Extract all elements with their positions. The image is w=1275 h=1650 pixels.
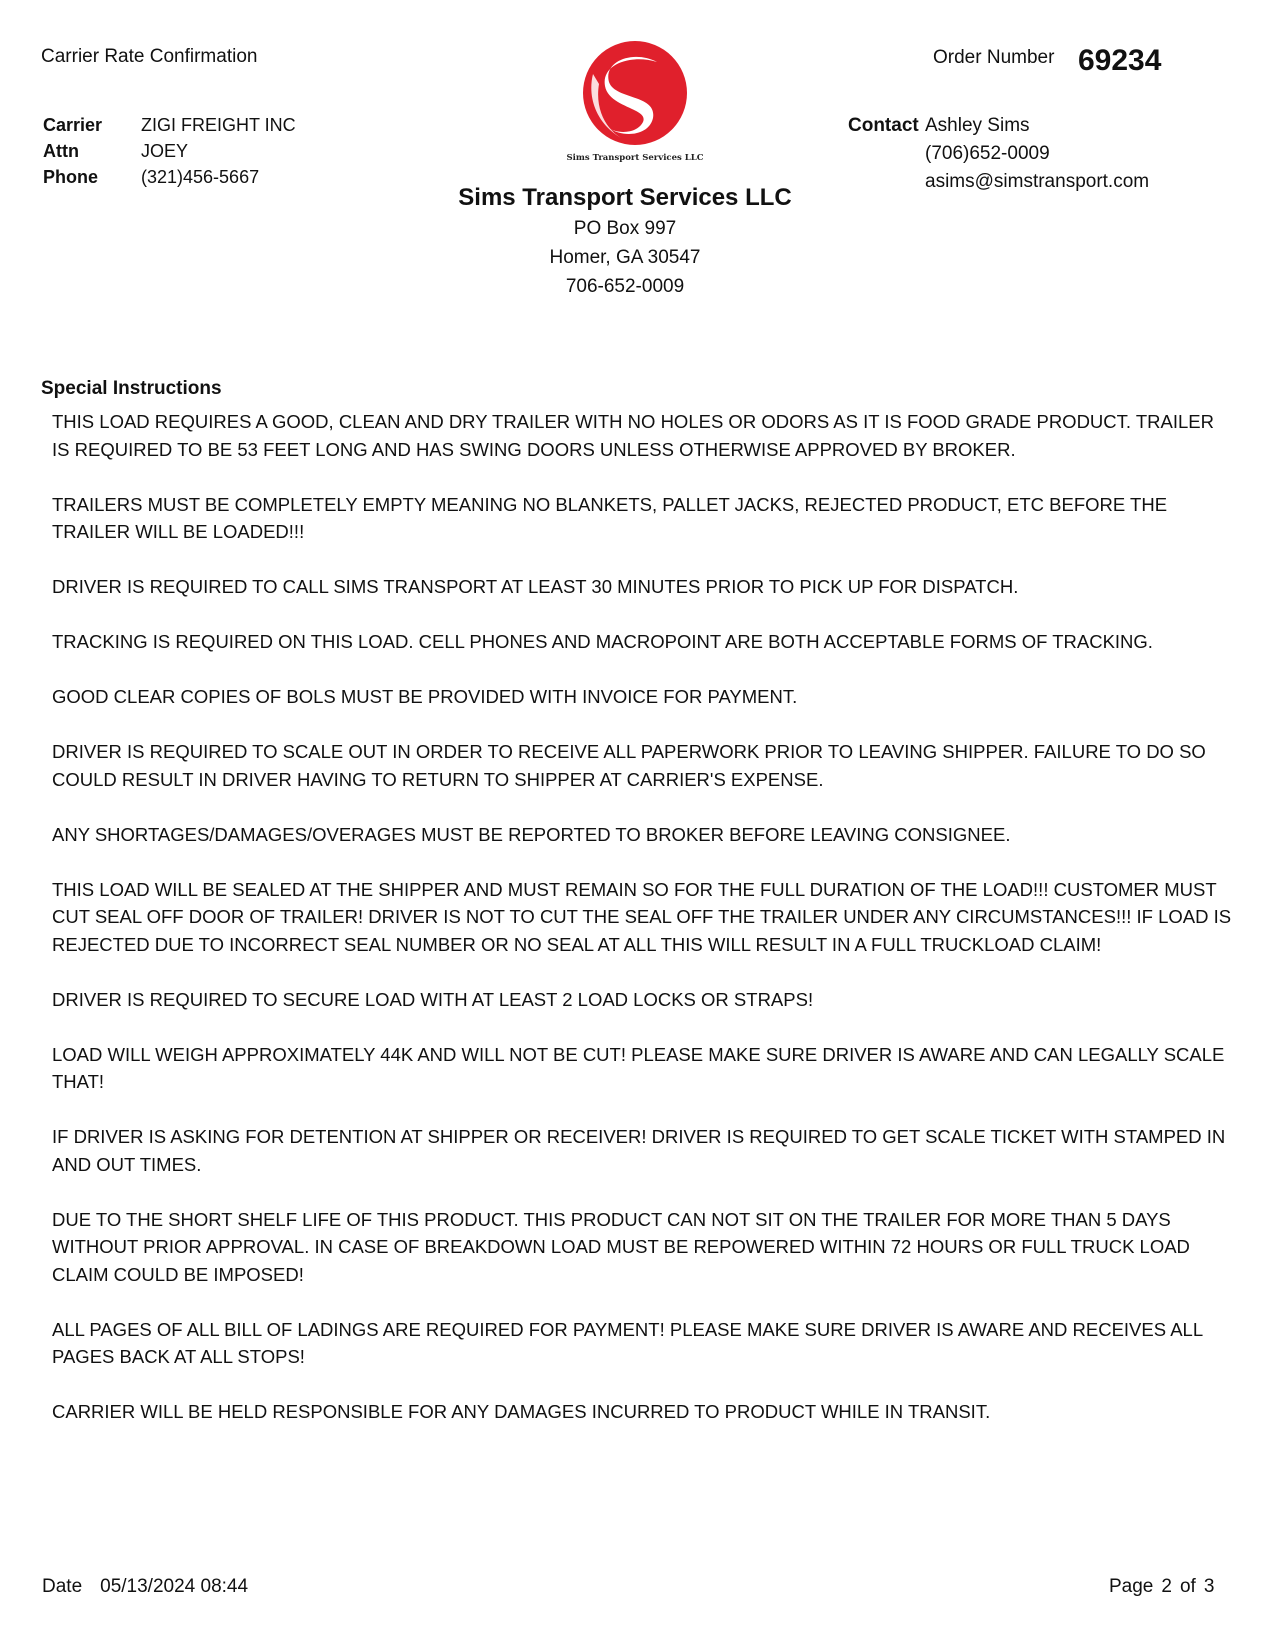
instruction-paragraph: GOOD CLEAR COPIES OF BOLS MUST BE PROVIDED WITH INVOICE FOR PAYMENT. — [52, 686, 798, 707]
phone-value: (321)456-5667 — [141, 167, 260, 187]
contact-name: Ashley Sims — [925, 115, 1030, 136]
contact-name-row — [848, 112, 1149, 140]
carrier-row — [43, 112, 296, 138]
company-address-line1: PO Box 997 — [573, 218, 677, 239]
sims-s-logo-icon — [565, 38, 705, 168]
attn-label: Attn — [43, 141, 79, 161]
special-instructions-heading: Special Instructions — [41, 378, 222, 399]
instruction-paragraph: TRAILERS MUST BE COMPLETELY EMPTY MEANING NO BLANKETS, PALLET JACKS, REJECTED PRODUCT, ETC BEFORE THE TRAILER WILL BE LOADED!!! — [52, 493, 1168, 542]
date-value: 05/13/2024 08:44 — [100, 1576, 249, 1597]
order-number-label: Order Number — [933, 47, 1055, 68]
phone-label: Phone — [43, 167, 99, 187]
carrier-value: ZIGI FREIGHT INC — [141, 115, 296, 135]
instruction-paragraph: IF DRIVER IS ASKING FOR DETENTION AT SHIPPER OR RECEIVER! DRIVER IS REQUIRED TO GET SCALE TICKET WITH STAMPED IN AND OUT TIMES. — [52, 1126, 1226, 1175]
company-address-line2: Homer, GA 30547 — [549, 247, 701, 268]
footer-page-number — [1109, 1576, 1214, 1598]
instruction-paragraph: THIS LOAD REQUIRES A GOOD, CLEAN AND DRY TRAILER WITH NO HOLES OR ODORS AS IT IS FOOD GRADE PRODUCT. TRAILER IS REQUIRED TO BE 53 FEET LONG AND HAS SWING DOORS UNLESS OTHERWISE APPROVED BY BROKER. — [52, 411, 1214, 460]
instruction-paragraph: ANY SHORTAGES/DAMAGES/OVERAGES MUST BE REPORTED TO BROKER BEFORE LEAVING CONSIGNEE. — [52, 823, 1011, 845]
company-logo — [565, 38, 705, 168]
special-instructions-list — [52, 408, 1232, 1453]
footer-date — [42, 1576, 248, 1598]
carrier-info — [43, 112, 296, 190]
company-info — [440, 182, 810, 301]
page-label: Page — [1109, 1576, 1154, 1597]
instruction-paragraph: DUE TO THE SHORT SHELF LIFE OF THIS PRODUCT. THIS PRODUCT CAN NOT SIT ON THE TRAILER FOR MORE THAN 5 DAYS WITHOUT PRIOR APPROVAL. IN CASE OF BREAKDOWN LOAD MUST BE REPOWERED WITHIN 72 HOURS OR FULL TRUCK LOAD CLAIM COULD BE IMPOSED! — [52, 1208, 1190, 1285]
instruction-paragraph: TRACKING IS REQUIRED ON THIS LOAD. CELL PHONES AND MACROPOINT ARE BOTH ACCEPTABLE FORMS OF TRACKING. — [52, 631, 1153, 652]
document-title: Carrier Rate Confirmation — [41, 46, 258, 67]
instruction-paragraph: THIS LOAD WILL BE SEALED AT THE SHIPPER AND MUST REMAIN SO FOR THE FULL DURATION OF THE LOAD!!! CUSTOMER MUST CUT SEAL OFF DOOR OF TRAILER! DRIVER IS NOT TO CUT THE SEAL OFF THE TRAILER UNDER ANY CIRCUMSTANCES!!! IF LOAD IS REJECTED DUE TO INCORRECT SEAL NUMBER OR NO SEAL AT ALL THIS WILL RESULT IN A FULL TRUCKLOAD CLAIM! — [52, 878, 1232, 955]
page-total: 3 — [1203, 1576, 1215, 1597]
contact-label: Contact — [848, 115, 919, 136]
instruction-paragraph: CARRIER WILL BE HELD RESPONSIBLE FOR ANY DAMAGES INCURRED TO PRODUCT WHILE IN TRANSIT. — [52, 1401, 991, 1422]
carrier-label: Carrier — [43, 115, 103, 135]
instruction-paragraph: DRIVER IS REQUIRED TO SECURE LOAD WITH AT LEAST 2 LOAD LOCKS OR STRAPS! — [52, 988, 814, 1010]
date-label: Date — [42, 1576, 83, 1597]
logo-caption: Sims Transport Services LLC — [566, 153, 704, 163]
instruction-paragraph: DRIVER IS REQUIRED TO SCALE OUT IN ORDER TO RECEIVE ALL PAPERWORK PRIOR TO LEAVING SHIPPER. FAILURE TO DO SO COULD RESULT IN DRIVER HAVING TO RETURN TO SHIPPER AT CARRIER'S EXPENSE. — [52, 741, 1206, 790]
contact-info — [848, 112, 1149, 196]
contact-email[interactable]: asims@simstransport.com — [925, 171, 1150, 192]
attn-row — [43, 138, 296, 164]
phone-row — [43, 164, 296, 190]
page-current: 2 — [1161, 1576, 1172, 1597]
page-of: of — [1179, 1576, 1196, 1597]
attn-value: JOEY — [141, 141, 189, 161]
instruction-paragraph: DRIVER IS REQUIRED TO CALL SIMS TRANSPORT AT LEAST 30 MINUTES PRIOR TO PICK UP FOR DISPATCH. — [52, 576, 1019, 597]
order-number-value: 69234 — [1078, 44, 1162, 77]
instruction-paragraph: ALL PAGES OF ALL BILL OF LADINGS ARE REQUIRED FOR PAYMENT! PLEASE MAKE SURE DRIVER IS AWARE AND RECEIVES ALL PAGES BACK AT ALL STOPS! — [52, 1318, 1203, 1367]
company-name: Sims Transport Services LLC — [458, 184, 792, 211]
contact-phone: (706)652-0009 — [925, 143, 1050, 164]
company-phone: 706-652-0009 — [565, 276, 685, 297]
instruction-paragraph: LOAD WILL WEIGH APPROXIMATELY 44K AND WILL NOT BE CUT! PLEASE MAKE SURE DRIVER IS AWARE AND CAN LEGALLY SCALE THAT! — [52, 1043, 1225, 1092]
